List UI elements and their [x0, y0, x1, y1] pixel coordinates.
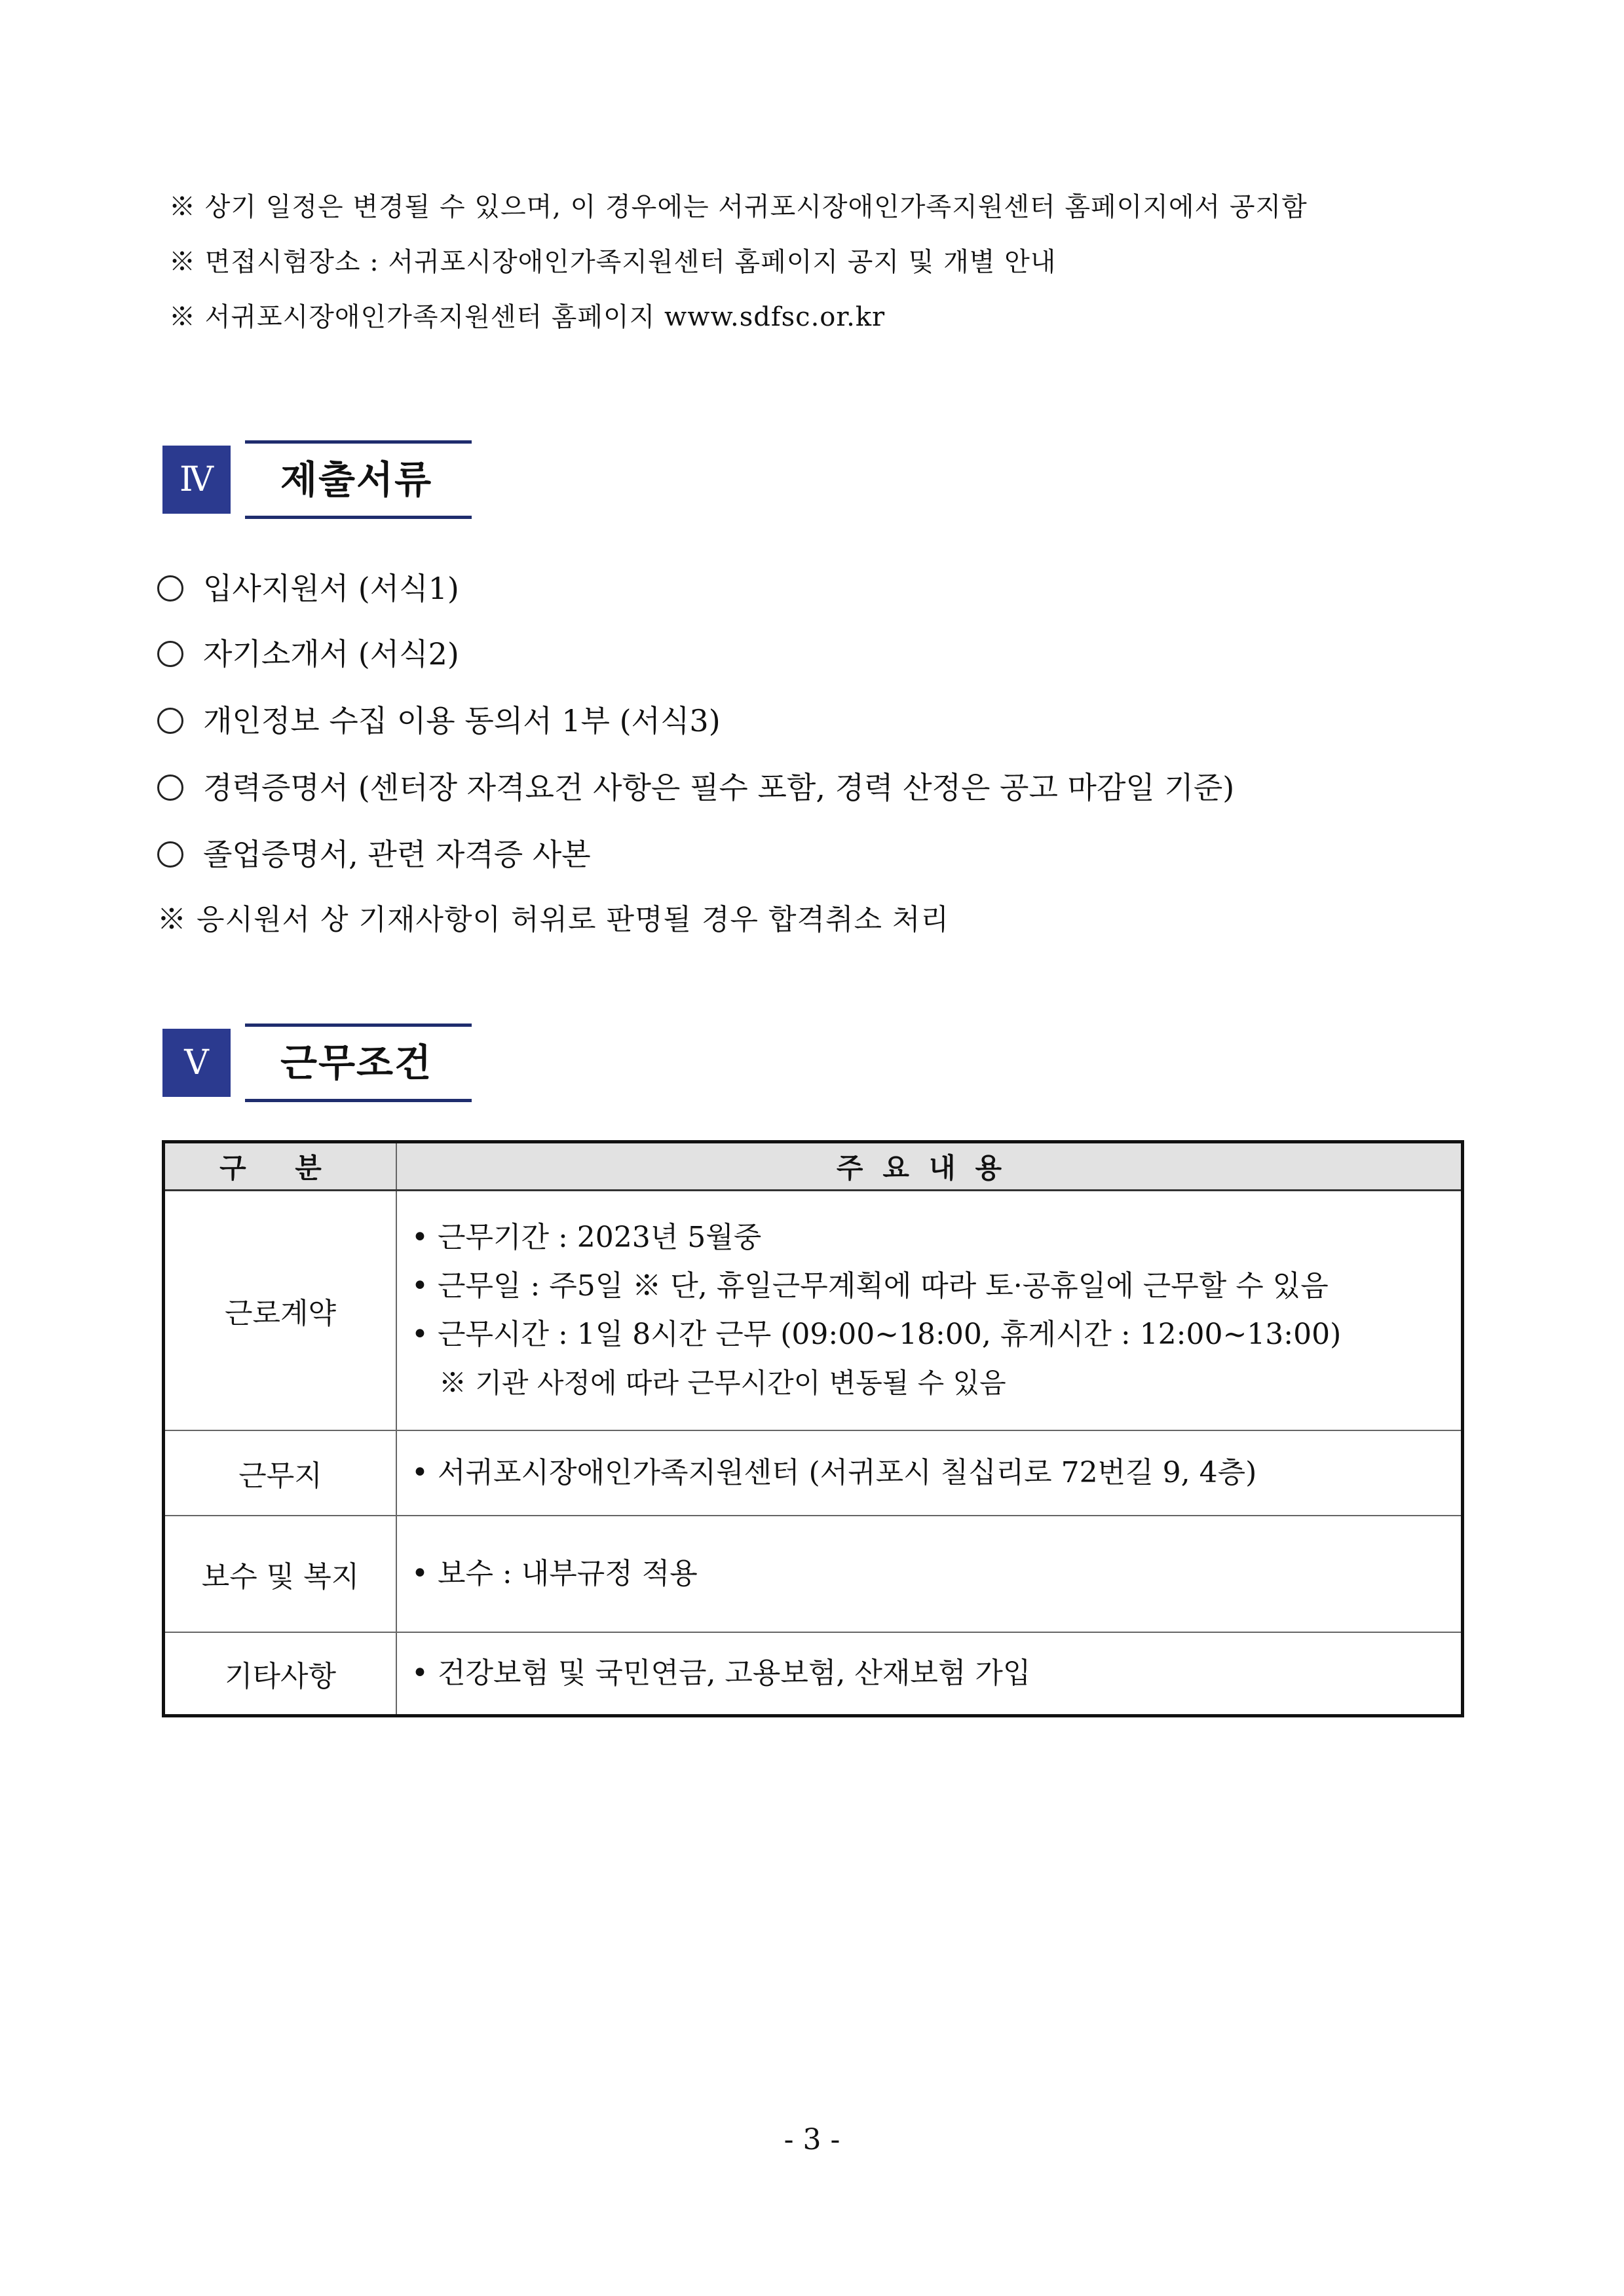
- note-schedule-change: ※ 상기 일정은 변경될 수 있으며, 이 경우에는 서귀포시장애인가족지원센터 홈페이지에서 공지함: [169, 192, 1308, 222]
- content-line: • 서귀포시장애인가족지원센터 (서귀포시 칠십리로 72번길 9, 4층): [411, 1455, 1257, 1489]
- document-item: [157, 701, 721, 740]
- content-note: ※ 기관 사정에 따라 근무시간이 변동될 수 있음: [439, 1366, 1006, 1399]
- title-bottom-rule: [245, 1099, 472, 1102]
- section-number-badge: Ⅴ: [162, 1029, 231, 1097]
- document-item-label: 입사지원서 (서식1): [203, 571, 459, 606]
- circle-bullet-icon: [157, 575, 183, 602]
- table-row: [164, 1632, 1463, 1716]
- row-category: 근무지: [164, 1430, 397, 1516]
- section-header-conditions: [162, 1024, 477, 1102]
- note-homepage: ※ 서귀포시장애인가족지원센터 홈페이지 www.sdfsc.or.kr: [169, 302, 886, 332]
- content-line: • 보수 : 내부규정 적용: [411, 1556, 698, 1590]
- table-header-row: [164, 1142, 1463, 1191]
- section-title: 근무조건: [280, 1041, 433, 1085]
- header-category: 구 분: [164, 1142, 397, 1191]
- section-number-badge: Ⅳ: [162, 446, 231, 514]
- content-line: • 건강보험 및 국민연금, 고용보험, 산재보험 가입: [411, 1656, 1031, 1690]
- title-bottom-rule: [245, 516, 472, 519]
- document-item-label: 자기소개서 (서식2): [203, 636, 459, 672]
- false-statement-note: ※ 응시원서 상 기재사항이 허위로 판명될 경우 합격취소 처리: [157, 903, 949, 936]
- working-conditions-table: [162, 1140, 1464, 1717]
- row-content: [396, 1516, 1463, 1632]
- title-top-rule: [245, 1024, 472, 1027]
- row-category: 근로계약: [164, 1191, 397, 1430]
- header-content: 주요내용: [396, 1142, 1463, 1191]
- content-line: • 근무일 : 주5일 ※ 단, 휴일근무계획에 따라 토·공휴일에 근무할 수 있음: [411, 1269, 1329, 1303]
- document-item-label: 경력증명서 (센터장 자격요건 사항은 필수 포함, 경력 산정은 공고 마감일 기준): [203, 770, 1235, 805]
- content-line: • 근무시간 : 1일 8시간 근무 (09:00∼18:00, 휴게시간 : 12:00∼13:00): [411, 1317, 1342, 1351]
- page-number: - 3 -: [784, 2123, 840, 2156]
- title-top-rule: [245, 440, 472, 444]
- document-item-label: 개인정보 수집 이용 동의서 1부 (서식3): [203, 703, 721, 738]
- document-item: [157, 634, 459, 674]
- circle-bullet-icon: [157, 641, 183, 667]
- row-content: [396, 1191, 1463, 1430]
- row-content: [396, 1632, 1463, 1716]
- section-title: 제출서류: [280, 457, 433, 502]
- row-category: 기타사항: [164, 1632, 397, 1716]
- circle-bullet-icon: [157, 841, 183, 868]
- row-content: [396, 1430, 1463, 1516]
- table-row: [164, 1430, 1463, 1516]
- row-category: 보수 및 복지: [164, 1516, 397, 1632]
- table-row: [164, 1516, 1463, 1632]
- note-interview-location: ※ 면접시험장소 : 서귀포시장애인가족지원센터 홈페이지 공지 및 개별 안내: [169, 247, 1057, 277]
- document-item: [157, 569, 459, 608]
- document-item: [157, 768, 1234, 807]
- table-row: [164, 1191, 1463, 1430]
- section-header-documents: [162, 440, 477, 519]
- circle-bullet-icon: [157, 708, 183, 734]
- circle-bullet-icon: [157, 775, 183, 801]
- document-item: [157, 835, 591, 874]
- document-item-label: 졸업증명서, 관련 자격증 사본: [203, 837, 591, 872]
- content-line: • 근무기간 : 2023년 5월중: [411, 1220, 762, 1254]
